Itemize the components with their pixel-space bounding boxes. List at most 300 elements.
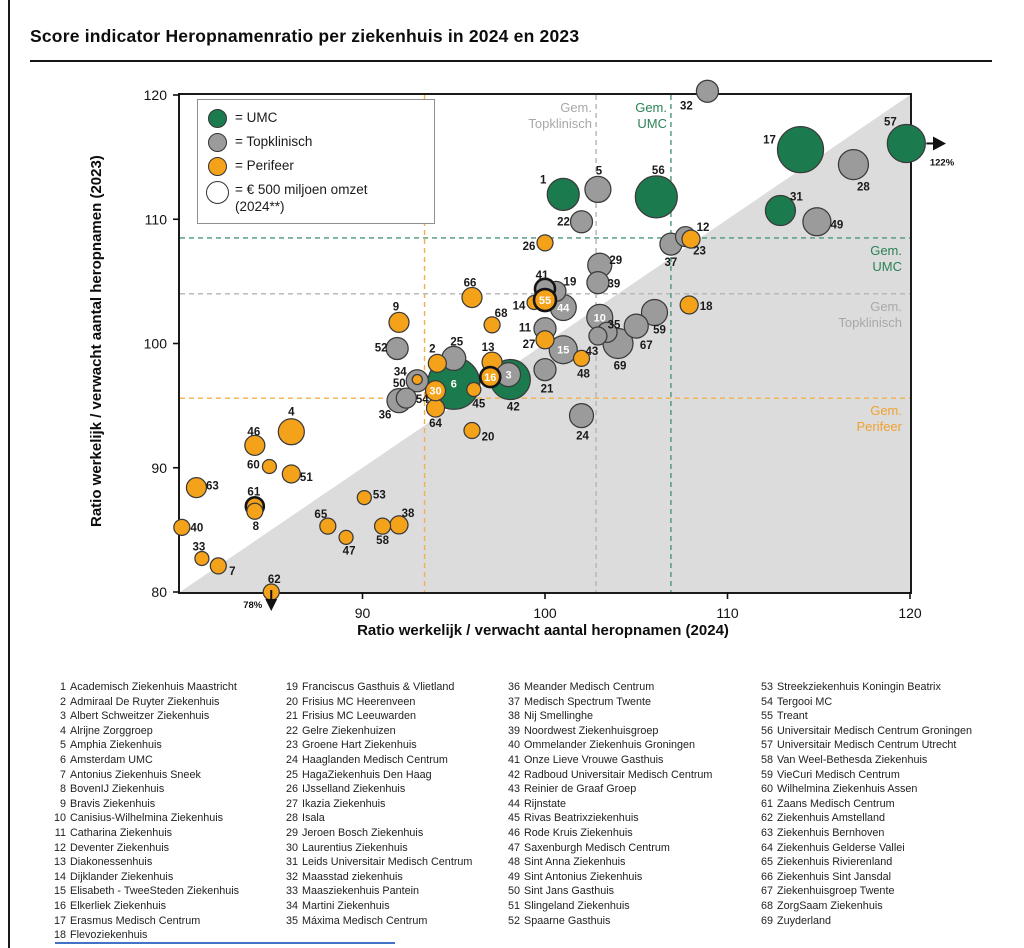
hospital-list-item — [48, 899, 283, 914]
bottom-rule — [55, 942, 395, 944]
data-point-label-12: 12 — [696, 222, 710, 235]
data-point-label-43: 43 — [585, 346, 599, 359]
data-point-label-48: 48 — [577, 368, 590, 381]
hospital-list-item — [48, 855, 283, 870]
y-tick-label: 120 — [143, 87, 167, 103]
legend-item-perifeer — [208, 157, 426, 176]
hospital-list-item — [280, 826, 515, 841]
data-point-label-61: 61 — [247, 486, 261, 499]
hospital-name: Leids Universitair Medisch Centrum — [302, 856, 473, 869]
annotation-78pct: 78% — [243, 600, 263, 611]
data-point-20[interactable] — [464, 422, 480, 438]
right-arrow-icon — [933, 136, 946, 150]
hospital-name: Ziekenhuis Rivierenland — [777, 856, 893, 869]
data-point-28[interactable] — [838, 150, 868, 180]
hospital-list-item — [755, 884, 990, 899]
data-point-21[interactable] — [534, 359, 556, 381]
data-point-label-52: 52 — [374, 342, 388, 355]
data-point-label-36: 36 — [378, 409, 392, 422]
gem-label-line: Gem. — [560, 100, 592, 115]
hospital-name: Radboud Universitair Medisch Centrum — [524, 768, 713, 781]
hospital-number: 3 — [59, 710, 66, 723]
gem-label-line: Perifeer — [856, 419, 902, 434]
hospital-list-item — [502, 680, 737, 695]
data-point-53[interactable] — [357, 491, 371, 505]
hospital-name: Groene Hart Ziekenhuis — [302, 739, 417, 752]
data-point-label-62: 62 — [267, 574, 281, 586]
hospital-name: Deventer Ziekenhuis — [70, 841, 170, 854]
hospital-number: 19 — [285, 681, 298, 693]
hospital-number: 10 — [53, 812, 66, 825]
hospital-number: 45 — [507, 812, 520, 825]
legend-item-topklinisch — [208, 133, 426, 152]
hospital-list-item — [502, 826, 737, 841]
hospital-number: 67 — [760, 885, 773, 898]
data-point-label-3: 3 — [505, 369, 512, 382]
hospital-name: Universitair Medisch Centrum Utrecht — [777, 739, 957, 752]
hospital-list-item — [280, 914, 515, 929]
y-tick-label: 80 — [151, 584, 167, 600]
hospital-name: BovenIJ Ziekenhuis — [70, 783, 165, 796]
legend-label: = UMC — [235, 110, 278, 125]
hospital-list-item — [502, 709, 737, 724]
data-point-label-19: 19 — [563, 276, 577, 289]
hospital-list-item — [502, 695, 737, 710]
data-point-64[interactable] — [427, 399, 445, 417]
data-point-label-46: 46 — [247, 426, 261, 439]
data-point-label-6: 6 — [450, 378, 457, 391]
hospital-list-item — [48, 695, 283, 710]
hospital-list-item — [755, 680, 990, 695]
hospital-number: 17 — [53, 914, 66, 927]
hospital-number: 24 — [285, 753, 298, 766]
hospital-name: HagaZiekenhuis Den Haag — [302, 768, 432, 781]
hospital-number: 27 — [285, 797, 298, 810]
hospital-list-item — [280, 884, 515, 899]
hospital-list-item — [280, 782, 515, 797]
data-point-label-69: 69 — [613, 360, 627, 373]
down-arrow-icon — [265, 599, 277, 611]
gem-perifeer-right-label — [792, 403, 902, 435]
hospital-list-item — [502, 914, 737, 929]
data-point-label-16: 16 — [484, 372, 497, 385]
hospital-number: 43 — [507, 783, 520, 796]
hospital-number: 41 — [507, 753, 520, 766]
hospital-number: 44 — [507, 797, 520, 810]
legend-label: = Topklinisch — [235, 134, 313, 149]
data-point-label-28: 28 — [857, 181, 870, 194]
plot-area — [143, 87, 955, 621]
data-point-label-64: 64 — [429, 418, 442, 431]
hospital-number: 1 — [59, 681, 66, 693]
data-point-8[interactable] — [247, 503, 263, 519]
data-point-label-58: 58 — [376, 535, 389, 548]
hospital-name: Dijklander Ziekenhuis — [70, 870, 174, 883]
hospital-name: ZorgSaam Ziekenhuis — [777, 899, 883, 912]
gem-label-line: Topklinisch — [838, 315, 902, 330]
data-point-33[interactable] — [195, 551, 209, 565]
hospital-name: Ziekenhuis Amstelland — [777, 812, 886, 825]
hospital-list-item — [280, 680, 515, 695]
hospital-name: Ikazia Ziekenhuis — [302, 797, 386, 810]
hospital-list-item — [502, 753, 737, 768]
data-point-label-39: 39 — [607, 278, 621, 291]
data-point-label-13: 13 — [481, 342, 495, 355]
data-point-label-50: 50 — [392, 377, 406, 390]
hospital-number: 5 — [59, 739, 66, 752]
data-point-label-4: 4 — [288, 406, 295, 419]
data-point-label-14: 14 — [512, 300, 526, 313]
hospital-column-2 — [280, 680, 515, 928]
data-point-label-18: 18 — [699, 300, 713, 313]
hospital-name: Onze Lieve Vrouwe Gasthuis — [524, 753, 664, 766]
hospital-name: Canisius-Wilhelmina Ziekenhuis — [70, 812, 224, 825]
data-point-label-57: 57 — [883, 116, 897, 129]
data-point-26[interactable] — [537, 235, 553, 251]
hospital-number: 59 — [760, 768, 773, 781]
data-point-56[interactable] — [635, 176, 677, 218]
hospital-name: Alrijne Zorggroep — [70, 724, 153, 737]
data-point-7[interactable] — [210, 558, 226, 574]
data-point-label-63: 63 — [206, 480, 219, 493]
hospital-list-item — [280, 899, 515, 914]
hospital-list-item — [755, 753, 990, 768]
data-point-label-7: 7 — [229, 565, 236, 578]
hospital-list-item — [502, 899, 737, 914]
hospital-name: Slingeland Ziekenhuis — [524, 899, 630, 912]
hospital-number: 31 — [285, 856, 298, 869]
data-point-label-8: 8 — [252, 521, 260, 534]
hospital-number: 55 — [760, 710, 773, 723]
data-point-label-55: 55 — [538, 295, 552, 308]
hospital-name: Zuyderland — [777, 914, 832, 927]
hospital-name: Albert Schweitzer Ziekenhuis — [70, 710, 210, 723]
hospital-name: Sint Antonius Ziekenhuis — [524, 870, 643, 883]
hospital-name: Gelre Ziekenhuizen — [302, 724, 396, 737]
hospital-number: 15 — [53, 885, 66, 898]
data-point-40[interactable] — [174, 519, 190, 535]
y-tick-label: 100 — [143, 335, 167, 352]
legend-box — [197, 99, 435, 224]
data-point-label-24: 24 — [576, 430, 589, 443]
data-point-67[interactable] — [624, 314, 648, 338]
data-point-label-51: 51 — [299, 471, 313, 484]
hospital-list-item — [280, 768, 515, 783]
hospital-name: Maasziekenhuis Pantein — [302, 885, 420, 898]
hospital-number: 23 — [285, 739, 298, 752]
hospital-list-item — [755, 797, 990, 812]
data-point-63[interactable] — [186, 478, 206, 498]
hospital-number: 52 — [507, 914, 520, 927]
hospital-list-item — [755, 811, 990, 826]
data-point-9[interactable] — [389, 312, 409, 332]
hospital-name: Tergooi MC — [777, 695, 833, 708]
gem-label-line: UMC — [637, 116, 667, 131]
hospital-list-item — [48, 724, 283, 739]
data-point-label-49: 49 — [830, 219, 844, 232]
gem-label-line: UMC — [872, 259, 902, 274]
data-point-label-37: 37 — [664, 257, 678, 270]
hospital-list-item — [755, 738, 990, 753]
data-point-2[interactable] — [428, 354, 446, 372]
hospital-list-item — [48, 753, 283, 768]
data-point-label-29: 29 — [609, 255, 623, 268]
x-tick-label: 120 — [898, 605, 922, 621]
hospital-number: 20 — [285, 695, 298, 708]
gem-umc-right-label — [792, 243, 902, 275]
hospital-name: Sint Anna Ziekenhuis — [524, 856, 626, 869]
hospital-column-3 — [502, 680, 737, 928]
hospital-number: 64 — [760, 841, 773, 854]
data-point-24[interactable] — [570, 404, 594, 428]
data-point-label-20: 20 — [481, 431, 495, 444]
legend-item-umc — [208, 109, 426, 128]
hospital-number: 13 — [53, 856, 66, 869]
hospital-name: Spaarne Gasthuis — [524, 914, 611, 927]
data-point-label-32: 32 — [680, 100, 693, 113]
hospital-number: 14 — [53, 870, 66, 883]
y-axis-title: Ratio werkelijk / verwacht aantal heropnamen (2023) — [88, 155, 105, 528]
hospital-name: Haaglanden Medisch Centrum — [302, 753, 448, 766]
data-point-4[interactable] — [278, 419, 304, 445]
data-point-47[interactable] — [339, 530, 353, 544]
hospital-list-item — [48, 870, 283, 885]
hospital-number: 8 — [59, 783, 66, 796]
data-point-label-23: 23 — [693, 245, 706, 258]
hospital-name: Ommelander Ziekenhuis Groningen — [524, 739, 696, 752]
data-point-label-9: 9 — [392, 301, 400, 314]
hospital-number: 9 — [59, 797, 66, 810]
x-tick-label: 100 — [533, 605, 557, 621]
hospital-list-item — [502, 738, 737, 753]
hospital-name: Rijnstate — [524, 797, 567, 810]
data-point-18[interactable] — [680, 296, 698, 314]
hospital-number: 57 — [760, 739, 773, 752]
hospital-name: Elkerliek Ziekenhuis — [70, 899, 167, 912]
hospital-number: 38 — [507, 710, 520, 723]
hospital-number: 61 — [760, 797, 773, 810]
hospital-number: 37 — [507, 695, 520, 708]
hospital-name: Jeroen Bosch Ziekenhuis — [302, 826, 424, 839]
hospital-list-item — [502, 870, 737, 885]
hospital-name: Flevoziekenhuis — [70, 929, 148, 942]
data-point-label-38: 38 — [401, 507, 415, 520]
hospital-list-item — [48, 811, 283, 826]
data-point-49[interactable] — [803, 208, 831, 236]
hospital-list-item — [502, 782, 737, 797]
hospital-name: Sint Jans Gasthuis — [524, 885, 615, 898]
hospital-list-item — [280, 695, 515, 710]
data-point-52[interactable] — [386, 337, 408, 359]
hospital-name: Streekziekenhuis Koningin Beatrix — [777, 681, 941, 693]
data-point-39[interactable] — [587, 272, 609, 294]
data-point-label-53: 53 — [372, 489, 386, 502]
hospital-number: 46 — [507, 826, 520, 839]
data-point-22[interactable] — [571, 211, 593, 233]
data-point-58[interactable] — [375, 518, 391, 534]
hospital-name: Catharina Ziekenhuis — [70, 826, 173, 839]
data-point-label-68: 68 — [494, 307, 508, 320]
hospital-list-item — [502, 841, 737, 856]
hospital-number: 33 — [285, 885, 298, 898]
hospital-name: Meander Medisch Centrum — [524, 681, 655, 693]
hospital-number: 7 — [59, 768, 66, 781]
hospital-name: Ziekenhuis Gelderse Vallei — [777, 841, 905, 854]
data-point-label-1: 1 — [540, 174, 547, 187]
hospital-number: 68 — [760, 899, 773, 912]
hospital-name: Diakonessenhuis — [70, 856, 153, 869]
hospital-list-item — [48, 914, 283, 929]
data-point-1[interactable] — [547, 178, 579, 210]
hospital-number: 58 — [760, 753, 773, 766]
data-point-5[interactable] — [585, 176, 611, 202]
hospital-name: Elisabeth - TweeSteden Ziekenhuis — [70, 885, 240, 898]
hospital-name: Amsterdam UMC — [70, 753, 153, 766]
hospital-number: 35 — [285, 914, 298, 927]
hospital-name: Erasmus Medisch Centrum — [70, 914, 201, 927]
data-point-label-2: 2 — [429, 343, 436, 356]
hospital-list-item — [48, 709, 283, 724]
hospital-list-item — [48, 884, 283, 899]
data-point-57[interactable] — [887, 124, 925, 162]
annotation-122pct: 122% — [929, 157, 955, 169]
umc-legend-dot-icon — [208, 109, 227, 128]
hospital-name: Frisius MC Leeuwarden — [302, 710, 417, 723]
gem-label-line: Gem. — [870, 299, 902, 314]
hospital-number: 60 — [760, 783, 773, 796]
hospital-list-item — [755, 914, 990, 929]
data-point-label-26: 26 — [522, 240, 536, 253]
data-point-34[interactable] — [412, 375, 422, 385]
data-point-51[interactable] — [282, 465, 300, 483]
gem-topklinisch-right-label — [792, 299, 902, 331]
hospital-name: Ziekenhuisgroep Twente — [777, 885, 895, 898]
hospital-number: 12 — [53, 841, 66, 854]
data-point-43[interactable] — [589, 327, 607, 345]
x-tick-label: 110 — [716, 605, 739, 621]
hospital-list-item — [502, 855, 737, 870]
hospital-number: 50 — [507, 885, 520, 898]
hospital-list-item — [755, 826, 990, 841]
topklinisch-legend-dot-icon — [208, 133, 227, 152]
hospital-list-item — [502, 797, 737, 812]
hospital-list-item — [280, 855, 515, 870]
hospital-list-item — [48, 782, 283, 797]
hospital-number: 18 — [53, 929, 66, 942]
hospital-name: IJsselland Ziekenhuis — [302, 783, 406, 796]
hospital-list-item — [502, 768, 737, 783]
data-point-60[interactable] — [262, 460, 276, 474]
hospital-name: Nij Smellinghe — [524, 710, 594, 723]
hospital-name: Bravis Ziekenhuis — [70, 797, 156, 810]
hospital-number: 48 — [507, 856, 520, 869]
data-point-label-21: 21 — [540, 383, 554, 396]
hospital-number: 21 — [285, 710, 298, 723]
data-point-54[interactable] — [396, 388, 416, 408]
hospital-name: Universitair Medisch Centrum Groningen — [777, 724, 973, 737]
data-point-label-5: 5 — [595, 165, 603, 178]
data-point-label-35: 35 — [607, 319, 621, 332]
hospital-list-item — [755, 695, 990, 710]
hospital-number: 36 — [507, 681, 520, 693]
hospital-name: Wilhelmina Ziekenhuis Assen — [777, 783, 918, 796]
hospital-name: Treant — [777, 710, 808, 723]
hospital-list-item — [48, 928, 283, 943]
hospital-list-item — [280, 870, 515, 885]
legend-label: = Perifeer — [235, 158, 294, 173]
hospital-list-item — [502, 724, 737, 739]
perifeer-legend-dot-icon — [208, 157, 227, 176]
data-point-label-54: 54 — [415, 394, 429, 407]
hospital-number: 39 — [507, 724, 520, 737]
hospital-name: Zaans Medisch Centrum — [777, 797, 895, 810]
data-point-label-59: 59 — [653, 324, 666, 337]
data-point-label-22: 22 — [557, 216, 570, 229]
hospital-list-item — [502, 884, 737, 899]
hospital-list-item — [755, 855, 990, 870]
legend-item-size — [208, 181, 426, 215]
hospital-number: 53 — [760, 681, 773, 693]
hospital-number: 54 — [760, 695, 773, 708]
data-point-label-34: 34 — [393, 366, 407, 379]
x-tick-label: 90 — [354, 605, 371, 621]
hospital-name: Laurentius Ziekenhuis — [302, 841, 408, 854]
hospital-number: 32 — [285, 870, 298, 883]
hospital-list-item — [755, 782, 990, 797]
hospital-name: Isala — [302, 812, 325, 825]
data-point-27[interactable] — [536, 331, 554, 349]
hospital-name: Antonius Ziekenhuis Sneek — [70, 768, 201, 781]
gem-umc-top-label — [557, 100, 667, 132]
data-point-17[interactable] — [778, 127, 824, 173]
hospital-number: 16 — [53, 899, 66, 912]
data-point-66[interactable] — [462, 288, 482, 308]
hospital-list-item — [48, 768, 283, 783]
hospital-list-item — [48, 826, 283, 841]
gem-label-line: Gem. — [870, 403, 902, 418]
hospital-name: Rivas Beatrixziekenhuis — [524, 812, 639, 825]
hospital-name: Admiraal De Ruyter Ziekenhuis — [70, 695, 220, 708]
y-tick-label: 90 — [151, 459, 167, 476]
hospital-number: 42 — [507, 768, 520, 781]
hospital-number: 47 — [507, 841, 520, 854]
hospital-column-4 — [755, 680, 990, 928]
data-point-32[interactable] — [696, 80, 718, 102]
hospital-list-item — [280, 738, 515, 753]
hospital-number: 11 — [54, 826, 66, 839]
hospital-name: Frisius MC Heerenveen — [302, 695, 416, 708]
hospital-number: 28 — [285, 812, 298, 825]
gem-label-line: Gem. — [870, 243, 902, 258]
data-point-label-42: 42 — [506, 401, 520, 414]
data-point-45[interactable] — [467, 382, 481, 396]
legend-label: = € 500 miljoen omzet (2024**) — [235, 182, 368, 214]
data-point-label-40: 40 — [190, 522, 204, 535]
hospital-number: 49 — [507, 870, 520, 883]
hospital-name: Amphia Ziekenhuis — [70, 739, 162, 752]
hospital-list-item — [280, 724, 515, 739]
hospital-number: 56 — [760, 724, 773, 737]
hospital-name: Saxenburgh Medisch Centrum — [524, 841, 670, 854]
hospital-number: 29 — [285, 826, 298, 839]
hospital-list-item — [502, 811, 737, 826]
data-point-label-65: 65 — [314, 509, 328, 522]
hospital-number: 65 — [760, 856, 773, 869]
hospital-name: Ziekenhuis Bernhoven — [777, 826, 885, 839]
hospital-name: Van Weel-Bethesda Ziekenhuis — [777, 753, 928, 766]
hospital-number: 63 — [760, 826, 773, 839]
hospital-list-item — [755, 724, 990, 739]
